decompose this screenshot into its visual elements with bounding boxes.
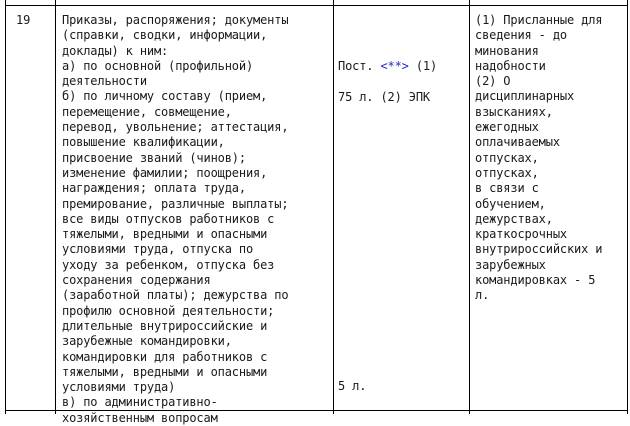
section-b-lines [62, 89, 288, 395]
table-border-right [627, 0, 628, 414]
note-line: (1) Присланные для [475, 13, 603, 27]
section-b-line: уходу за ребенком, отпуска без [62, 257, 275, 272]
section-b-line: перемещение, совмещение, [62, 104, 232, 119]
section-b-line: сохранения содержания [62, 273, 211, 288]
section-b-line: перевод, увольнение; аттестация, [62, 120, 289, 135]
document-type-cell [62, 13, 288, 426]
note-line: л. [475, 288, 490, 303]
note-line: сведения - до [475, 28, 567, 43]
document-title-line: (справки, сводки, информации, [62, 28, 268, 43]
row-number: 19 [16, 13, 31, 27]
column-divider-1 [55, 0, 56, 414]
section-b-line: командировки для работников с [62, 349, 268, 364]
section-b-line: присвоение званий (чинов); [62, 150, 246, 165]
section-b-line: награждения; оплата труда, [62, 181, 246, 196]
note-line: ежегодных [475, 120, 539, 135]
section-b-line: повышение квалификации, [62, 135, 225, 150]
section-a-line: а) по основной (профильной) [62, 58, 254, 73]
note-line: оплачиваемых [475, 135, 560, 150]
section-b-line: длительные внутрироссийские и [62, 318, 268, 333]
section-b-line: условиями труда) [62, 380, 176, 395]
section-b-line: зарубежные командировки, [62, 334, 232, 349]
note-line: зарубежных [475, 257, 546, 272]
note-line: отпусках, [475, 150, 539, 165]
document-title-line: Приказы, распоряжения; документы [62, 13, 289, 27]
column-divider-2 [333, 0, 334, 414]
term-b: 75 л. (2) ЭПК [338, 90, 430, 104]
note-line: (2) О [475, 74, 511, 89]
section-b-line: изменение фамилии; поощрения, [62, 165, 268, 180]
document-title-line: доклады) к ним: [62, 43, 169, 58]
section-b-line: тяжелыми, вредными и опасными [62, 364, 268, 379]
note-line: краткосрочных [475, 227, 567, 242]
term-a [338, 59, 437, 74]
note-line: надобности [475, 58, 546, 73]
table-border-left [5, 0, 6, 414]
note-line: обучением, [475, 196, 546, 211]
section-a-lines [62, 59, 288, 90]
document-title-lines [62, 13, 288, 59]
section-b-line: условиями труда, отпуска по [62, 242, 254, 257]
note-line: в связи с [475, 181, 539, 196]
note-line: отпусках, [475, 165, 539, 180]
note-line: дисциплинарных [475, 89, 575, 104]
section-c-line: в) по административно- [62, 395, 218, 410]
section-b-line: б) по личному составу (прием, [62, 89, 268, 104]
section-b-line: премирование, различные выплаты; [62, 196, 289, 211]
term-a-prefix: Пост. [338, 59, 381, 73]
section-b-line: (заработной платы); дежурства по [62, 288, 289, 303]
note-line: дежурствах, [475, 211, 553, 226]
note-line: минования [475, 43, 539, 58]
note-line: командировках - 5 [475, 273, 596, 288]
term-c: 5 л. [338, 379, 367, 393]
section-a-line: деятельности [62, 74, 147, 89]
note-line: взысканиях, [475, 104, 553, 119]
section-b-line: все виды отпусков работников с [62, 211, 275, 226]
section-b-line: профилю основной деятельности; [62, 303, 275, 318]
section-c-lines [62, 395, 288, 426]
note-line: внутрироссийских и [475, 242, 603, 257]
term-a-suffix: (1) [408, 59, 438, 73]
row-border-top [5, 5, 628, 6]
section-b-line: тяжелыми, вредными и опасными [62, 227, 268, 242]
footnote-link[interactable]: <**> [380, 59, 409, 73]
column-divider-3 [469, 0, 470, 414]
notes-cell [475, 13, 602, 304]
section-c-line: хозяйственным вопросам [62, 410, 218, 425]
